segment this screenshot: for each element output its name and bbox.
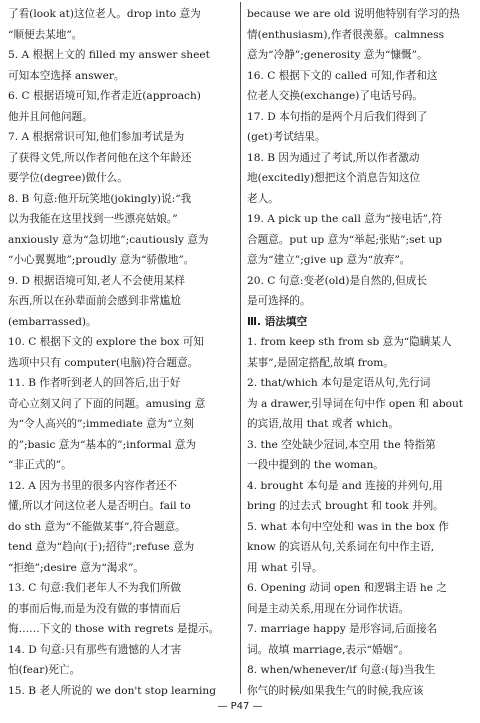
text-line: tend 意为“趋向(于);招待”;refuse 意为 xyxy=(8,541,195,553)
text-line: 5. A 根据上文的 filled my answer sheet xyxy=(8,49,210,61)
text-line: Ⅲ. 语法填空 xyxy=(247,315,308,328)
text-line: know 的宾语从句,关系词在句中作主语, xyxy=(247,541,435,553)
right-column xyxy=(247,4,473,701)
text-line: “非正式的”。 xyxy=(8,459,72,471)
text-line: 2. that/which 本句是定语从句,先行词 xyxy=(247,377,431,389)
text-line: 一段中提到的 the woman。 xyxy=(247,459,384,471)
text-line: 1. from keep sth from sb 意为“隐瞒某人 xyxy=(247,336,452,348)
text-line: 选项中只有 computer(电脑)符合题意。 xyxy=(8,356,199,369)
text-line: 12. A 因为书里的很多内容作者还不 xyxy=(8,479,177,492)
text-line: 你气的时候/如果我生气的时候,我应该 xyxy=(247,684,424,697)
text-line: 9. D 根据语境可知,老人不会使用某样 xyxy=(8,274,186,287)
text-line: 19. A pick up the call 意为“接电话”,符 xyxy=(247,213,442,225)
text-line: 3. the 空处缺少冠词,本空用 the 特指第 xyxy=(247,438,436,451)
text-line: 16. C 根据下文的 called 可知,作者和这 xyxy=(247,69,438,82)
text-line: 6. C 根据语境可知,作者走近(approach) xyxy=(8,90,201,102)
text-line: 懂,所以才问这位老人是否明白。fail to xyxy=(8,500,191,512)
text-line: 要学位(degree)做什么。 xyxy=(8,172,128,184)
text-line: 20. C 句意:变老(old)是自然的,但成长 xyxy=(247,274,427,287)
column-divider xyxy=(240,2,241,694)
text-line: 8. when/whenever/if 句意:(每)当我生 xyxy=(247,664,436,676)
text-line: 怕(fear)死亡。 xyxy=(8,664,81,676)
text-line: 某事”,是固定搭配,故填 from。 xyxy=(247,356,394,369)
text-line: “小心翼翼地”;proudly 意为“骄傲地”。 xyxy=(8,254,195,266)
text-line: (embarrassed)。 xyxy=(8,315,97,328)
text-line: 词。故填 marriage,表示“婚姻”。 xyxy=(247,643,410,656)
text-line: 6. Opening 动词 open 和逻辑主语 he 之 xyxy=(247,582,447,594)
text-line: 7. marriage happy 是形容词,后面接名 xyxy=(247,623,438,635)
text-line: 意为“建立”;give up 意为“放弃”。 xyxy=(247,254,411,266)
text-line: 地(excitedly)想把这个消息告知这位 xyxy=(247,172,421,184)
text-line: 的”;basic 意为“基本的”;informal 意为 xyxy=(8,438,197,451)
text-line: 情(enthusiasm),作者很羡慕。calmness xyxy=(247,28,445,41)
text-line: 为“令人高兴的”;immediate 意为“立刻 xyxy=(8,418,194,430)
text-line: 15. B 老人所说的 we don't stop learning xyxy=(8,684,217,697)
text-line: 间是主动关系,用现在分词作状语。 xyxy=(247,602,410,615)
text-line: 意为“冷静”;generosity 意为“慷慨”。 xyxy=(247,49,428,61)
text-line: 以为我能在这里找到一些漂亮姑娘。” xyxy=(8,213,178,225)
text-line: 合题意。put up 意为“举起;张贴”;set up xyxy=(247,233,443,246)
text-line: “拒绝”;desire 意为“渴求”。 xyxy=(8,561,144,574)
text-line: 4. brought 本句是 and 连接的并列句,用 xyxy=(247,479,443,492)
text-line: bring 的过去式 brought 和 took 并列。 xyxy=(247,500,444,512)
text-line: 13. C 句意:我们老年人不为我们所做 xyxy=(8,582,181,594)
text-line: 17. D 本句指的是两个月后我们得到了 xyxy=(247,110,428,123)
text-line: 7. A 根据常识可知,他们参加考试是为 xyxy=(8,131,185,143)
text-line: because we are old 说明他特别有学习的热 xyxy=(247,8,460,20)
text-line: anxiously 意为“急切地”;cautiously 意为 xyxy=(8,233,209,246)
text-line: 奇心立刻又问了下面的问题。amusing 意 xyxy=(8,397,206,410)
text-line: 5. what 本句中空处和 was in the box 作 xyxy=(247,520,449,533)
text-line: 为 a drawer,引导词在句中作 open 和 about xyxy=(247,397,464,410)
text-line: 14. D 句意:只有那些有遗憾的人才害 xyxy=(8,643,182,656)
text-line: 用 what 引导。 xyxy=(247,561,323,574)
text-line: 18. B 因为通过了考试,所以作者激动 xyxy=(247,151,420,164)
text-line: 老人。 xyxy=(247,192,279,205)
text-line: do sth 意为“不能做某事”,符合题意。 xyxy=(8,520,186,533)
page-number: — P47 — xyxy=(217,701,263,712)
text-line: 悔……下文的 those with regrets 是提示。 xyxy=(8,623,220,635)
text-line: 11. B 作者听到老人的回答后,出于好 xyxy=(8,377,181,389)
text-line: 他并且问他问题。 xyxy=(8,110,93,123)
text-line: 8. B 句意:他开玩笑地(jokingly)说:“我 xyxy=(8,192,192,205)
text-line: 是可选择的。 xyxy=(247,295,311,307)
text-line: 的宾语,故用 that 或者 which。 xyxy=(247,418,399,430)
text-line: 的事而后悔,而是为没有做的事情而后 xyxy=(8,602,181,615)
text-line: 了看(look at)这位老人。drop into 意为 xyxy=(8,8,201,20)
text-line: 10. C 根据下文的 explore the box 可知 xyxy=(8,336,204,348)
left-column xyxy=(8,4,236,701)
text-line: (get)考试结果。 xyxy=(247,131,326,143)
text-line: 了获得文凭,所以作者问他在这个年龄还 xyxy=(8,151,192,164)
text-line: 位老人交换(exchange)了电话号码。 xyxy=(247,90,423,102)
text-line: 可知本空选择 answer。 xyxy=(8,69,125,82)
text-line: “顺便去某地”。 xyxy=(8,28,83,41)
text-line: 东西,所以在孙辈面前会感到非常尴尬 xyxy=(8,295,181,307)
